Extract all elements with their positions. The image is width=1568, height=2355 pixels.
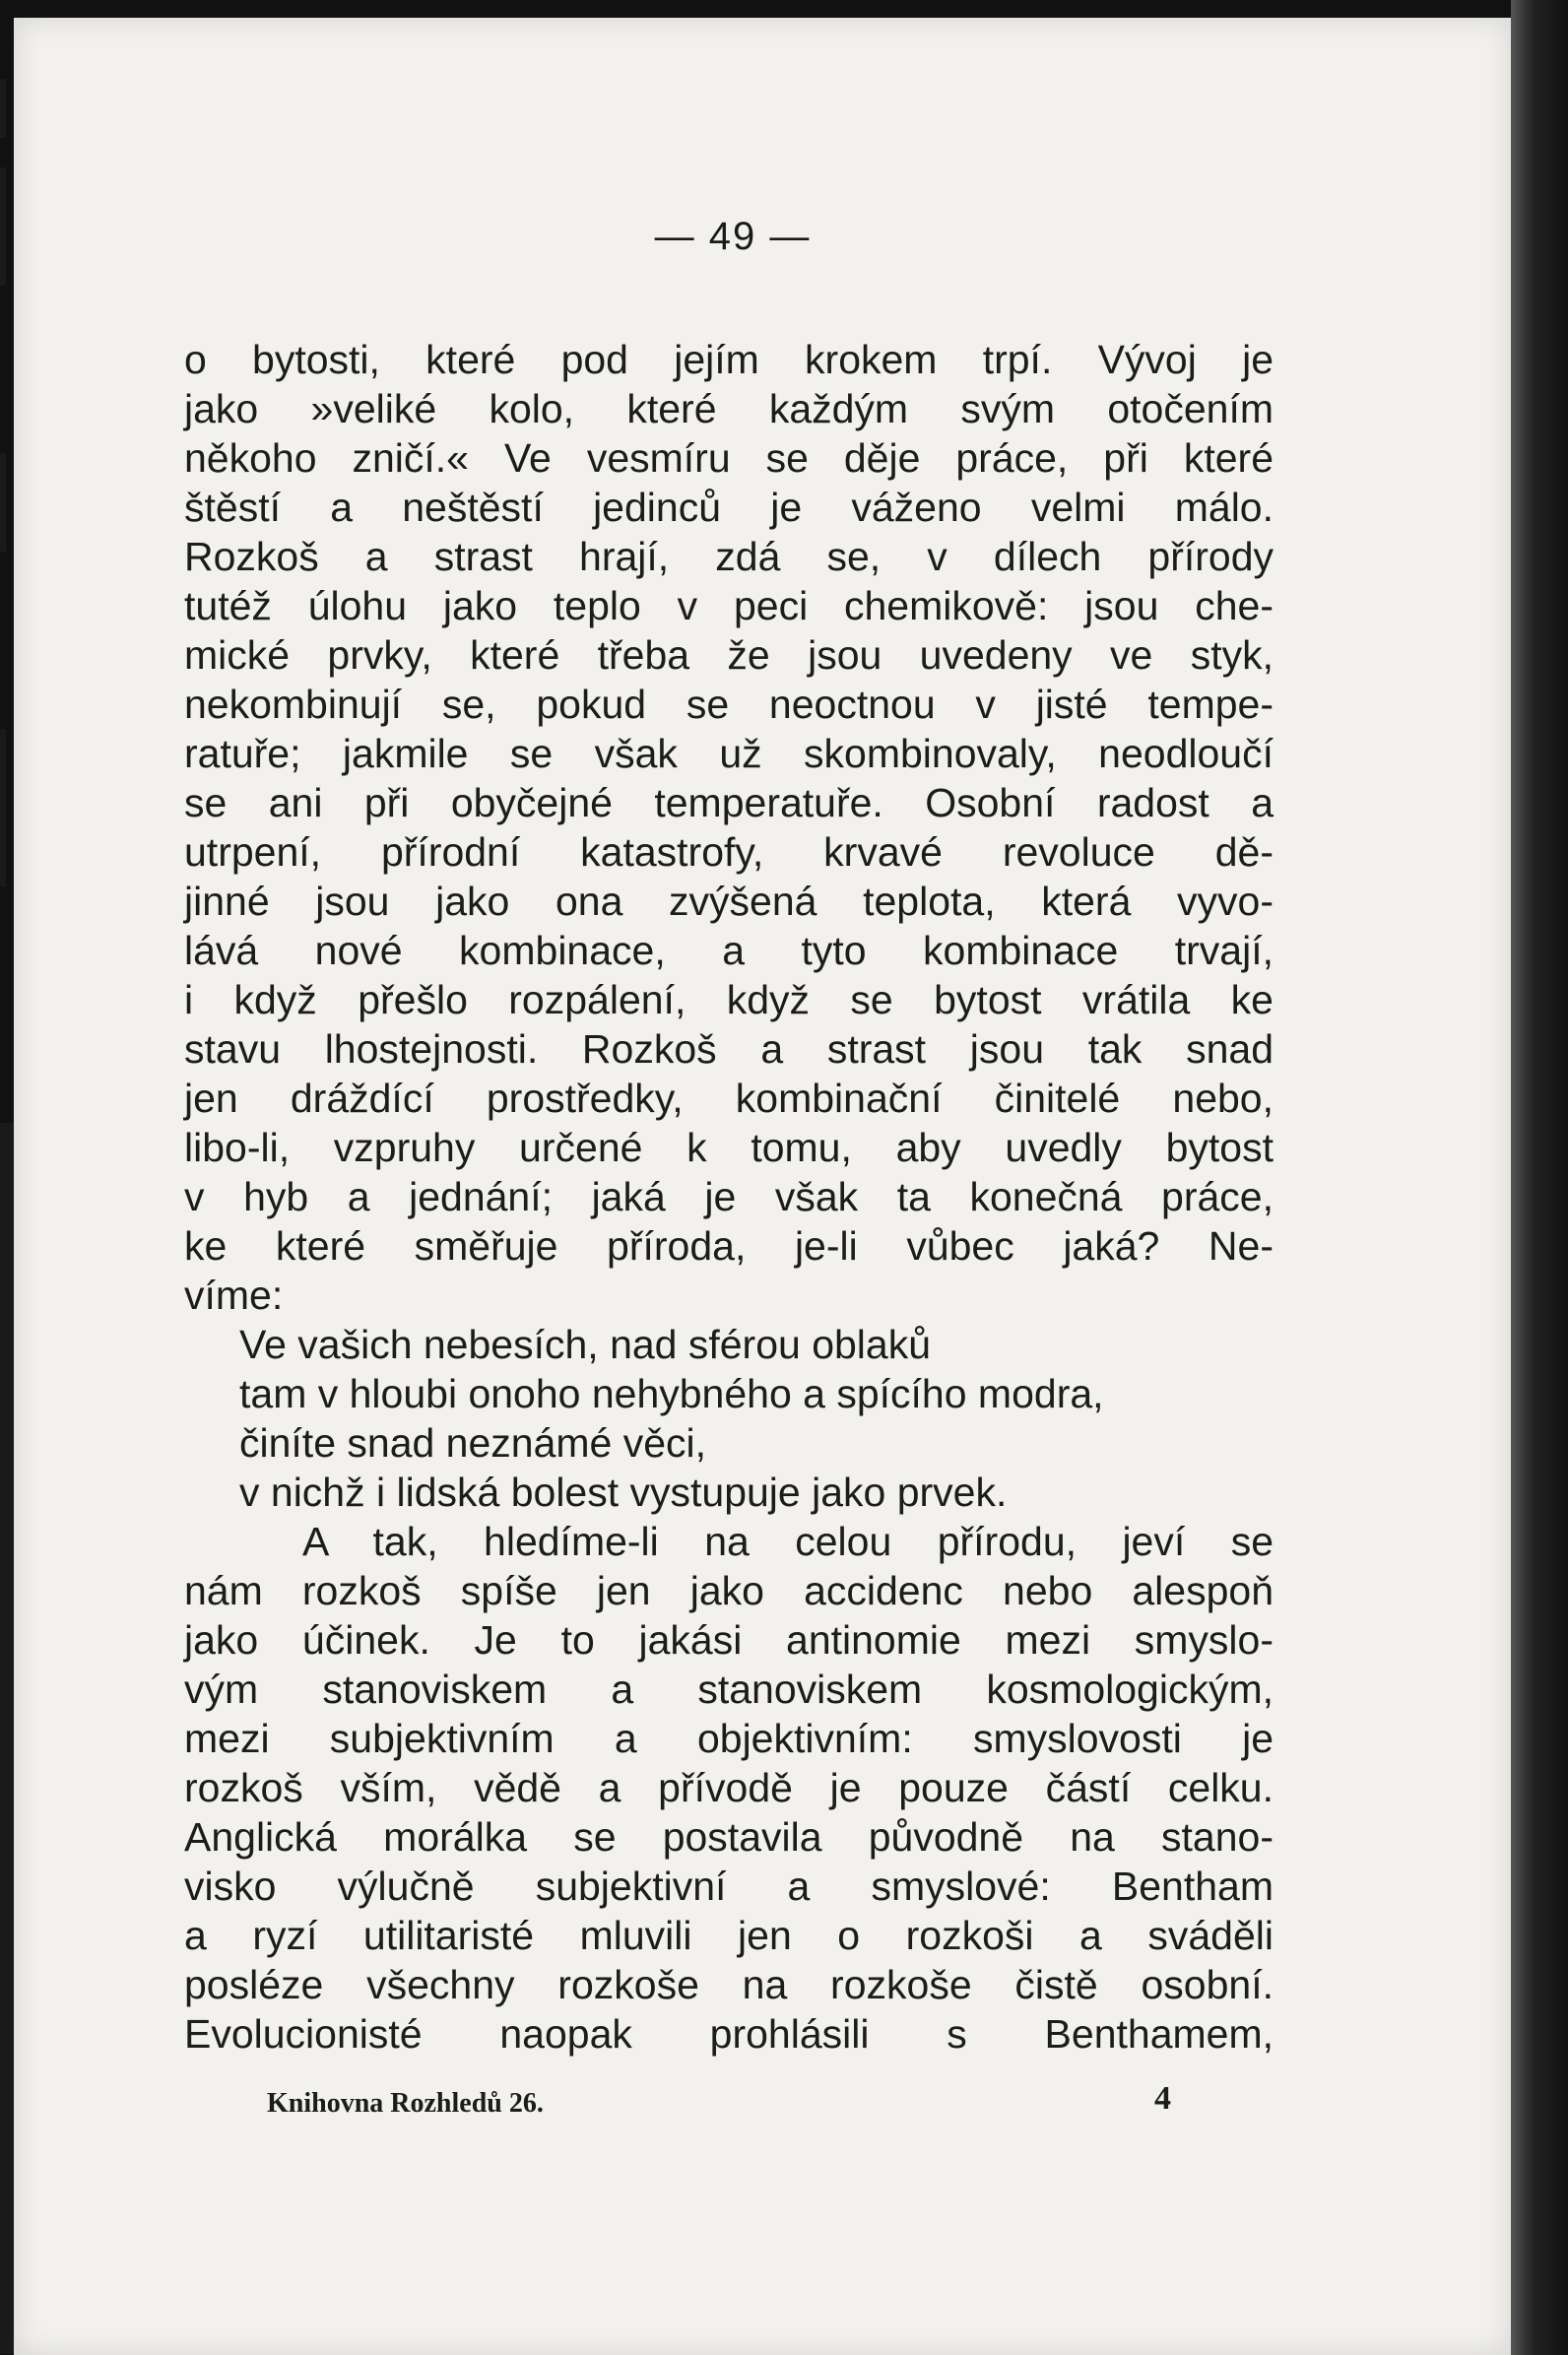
verse-line: Ve vašich nebesích, nad sférou oblaků	[239, 1322, 932, 1367]
page-number: — 49 —	[654, 215, 812, 258]
text-line: stavu lhostejnosti. Rozkoš a strast jsou tak snad	[184, 1026, 1274, 1072]
text-line: visko výlučně subjektivní a smyslové: Bentham	[184, 1864, 1274, 1909]
text-line: nekombinují se, pokud se neoctnou v jisté tempe-	[184, 682, 1274, 727]
text-line: štěstí a neštěstí jedinců je váženo velmi málo.	[184, 485, 1274, 530]
text-line: Anglická morálka se postavila původně na stano-	[184, 1814, 1274, 1860]
text-line: jako »veliké kolo, které každým svým otočením	[184, 386, 1274, 431]
text-line: mezi subjektivním a objektivním: smyslovosti je	[184, 1716, 1274, 1761]
text-line: Rozkoš a strast hrají, zdá se, v dílech přírody	[184, 534, 1274, 579]
text-line: lává nové kombinace, a tyto kombinace trvají,	[184, 928, 1274, 973]
binding-mark	[0, 79, 6, 138]
text-line: ke které směřuje příroda, je-li vůbec jaká? Ne-	[184, 1223, 1274, 1269]
text-line: Evolucionisté naopak prohlásili s Benthamem,	[184, 2011, 1274, 2057]
text-line: i když přešlo rozpálení, když se bytost vrátila ke	[184, 977, 1274, 1022]
right-page-edge	[1511, 0, 1568, 2355]
binding-mark	[0, 453, 6, 552]
text-line: někoho zničí.« Ve vesmíru se děje práce, při které	[184, 435, 1274, 481]
binding-mark	[0, 729, 6, 886]
binding-mark	[0, 1123, 14, 2354]
book-page	[14, 18, 1511, 2355]
text-line: ratuře; jakmile se však už skombinovaly, neodloučí	[184, 731, 1274, 776]
verse-line: v nichž i lidská bolest vystupuje jako prvek.	[239, 1470, 1008, 1515]
text-line: posléze všechny rozkoše na rozkoše čistě osobní.	[184, 1962, 1274, 2007]
text-line: utrpení, přírodní katastrofy, krvavé revoluce dě-	[184, 829, 1274, 875]
text-line: a ryzí utilitaristé mluvili jen o rozkoši a sváděli	[184, 1913, 1274, 1958]
text-line: A tak, hledíme-li na celou přírodu, jeví se	[302, 1519, 1274, 1564]
text-line: nám rozkoš spíše jen jako accidenc nebo alespoň	[184, 1568, 1274, 1613]
text-line: libo-li, vzpruhy určené k tomu, aby uvedly bytost	[184, 1125, 1274, 1170]
verse-line: tam v hloubi onoho nehybného a spícího modra,	[239, 1371, 1104, 1416]
text-line: tutéž úlohu jako teplo v peci chemikově: jsou che-	[184, 583, 1274, 628]
footer-sheet-number: 4	[1154, 2080, 1171, 2117]
text-line: jako účinek. Je to jakási antinomie mezi smyslo-	[184, 1617, 1274, 1663]
text-line: vým stanoviskem a stanoviskem kosmologickým,	[184, 1667, 1274, 1712]
text-line: rozkoš vším, vědě a přívodě je pouze částí celku.	[184, 1765, 1274, 1810]
footer-signature: Knihovna Rozhledů 26.	[267, 2088, 544, 2119]
text-line: jinné jsou jako ona zvýšená teplota, která vyvo-	[184, 879, 1274, 924]
verse-line: činíte snad neznámé věci,	[239, 1420, 707, 1466]
text-line: o bytosti, které pod jejím krokem trpí. Vývoj je	[184, 337, 1274, 382]
text-line: víme:	[184, 1273, 284, 1318]
text-line: v hyb a jednání; jaká je však ta konečná práce,	[184, 1174, 1274, 1219]
text-line: mické prvky, které třeba že jsou uvedeny ve styk,	[184, 632, 1274, 678]
text-line: se ani při obyčejné temperatuře. Osobní radost a	[184, 780, 1274, 825]
text-line: jen dráždící prostředky, kombinační činitelé nebo,	[184, 1076, 1274, 1121]
body-text	[184, 335, 1274, 2059]
binding-mark	[0, 167, 6, 286]
